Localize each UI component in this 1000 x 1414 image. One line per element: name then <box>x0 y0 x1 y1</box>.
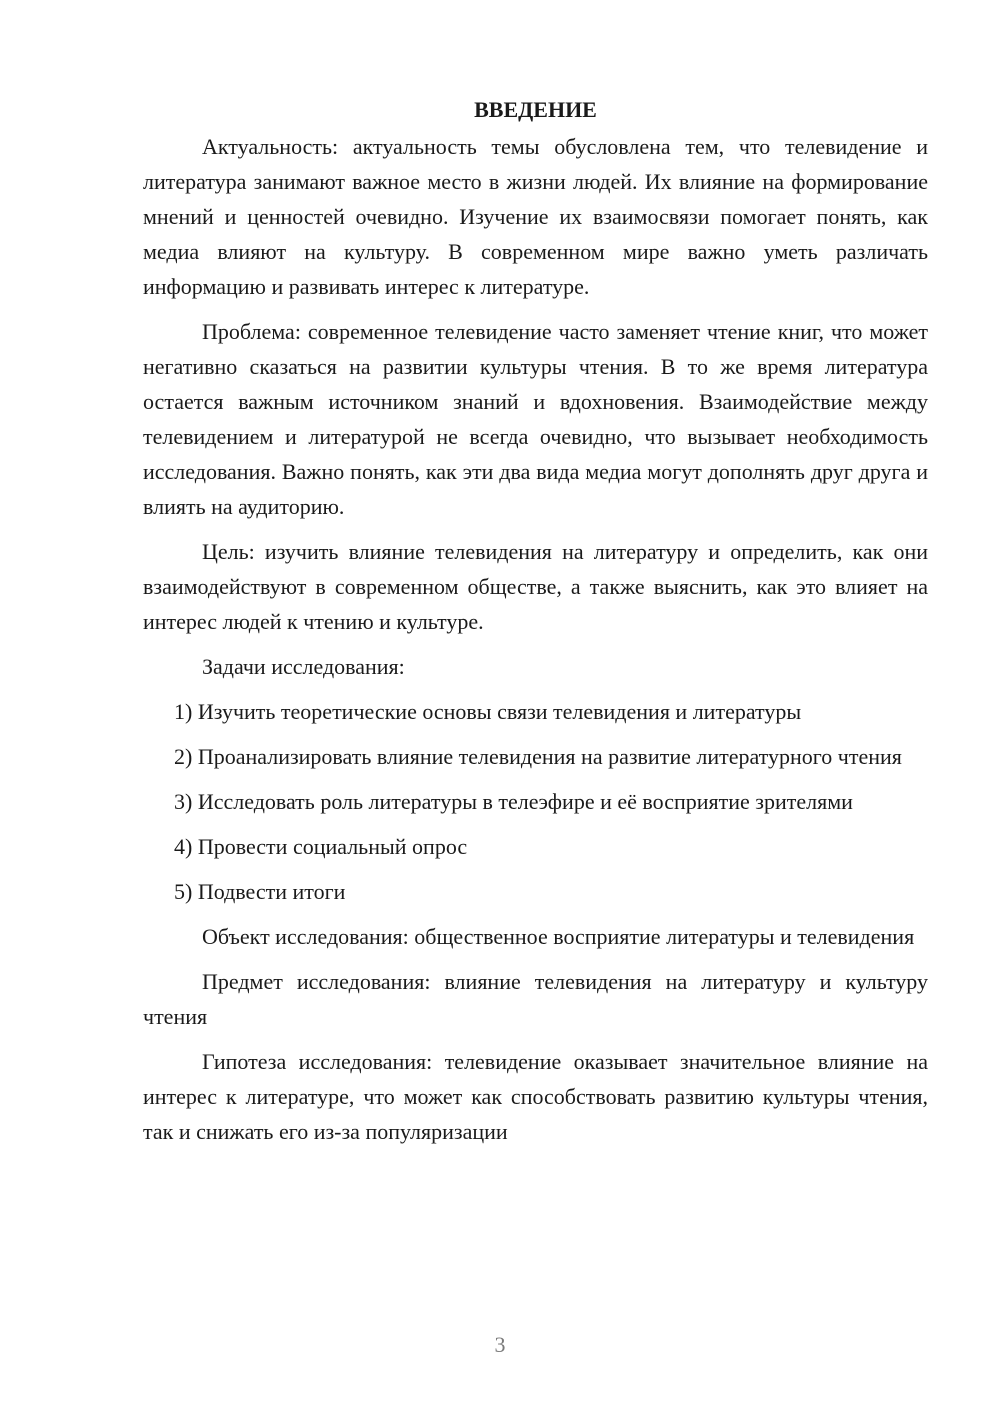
paragraph-subject: Предмет исследования: влияние телевидения на литературу и культуру чтения <box>143 969 928 1029</box>
paragraph-goal: Цель: изучить влияние телевидения на литературу и определить, как они взаимодействуют в современном обществе, а также выяснить, как это влияет на интерес людей к чтению и культуре. <box>143 539 928 634</box>
page-number: 3 <box>494 1332 506 1357</box>
tasks-heading: Задачи исследования: <box>202 654 405 679</box>
paragraph-object: Объект исследования: общественное восприятие литературы и телевидения <box>202 924 915 949</box>
paragraph-hypothesis: Гипотеза исследования: телевидение оказывает значительное влияние на интерес к литературе, что может как способствовать развитию культуры чтения, так и снижать его из-за популяризации <box>143 1049 928 1144</box>
task-item-5: 5) Подвести итоги <box>174 879 346 904</box>
task-item-4: 4) Провести социальный опрос <box>174 834 468 859</box>
task-item-3: 3) Исследовать роль литературы в телеэфире и её восприятие зрителями <box>174 789 853 814</box>
document-page <box>143 92 928 1149</box>
paragraph-relevance: Актуальность: актуальность темы обусловлена тем, что телевидение и литература занимают важное место в жизни людей. Их влияние на формирование мнений и ценностей очевидно. Изучение их взаимосвязи помогает понять, как медиа влияют на культуру. В современном мире важно уметь различать информацию и развивать интерес к литературе. <box>143 134 928 299</box>
paragraph-problem: Проблема: современное телевидение часто заменяет чтение книг, что может негативно сказаться на развитии культуры чтения. В то же время литература остается важным источником знаний и вдохновения. Взаимодействие между телевидением и литературой не всегда очевидно, что вызывает необходимость исследования. Важно понять, как эти два вида медиа могут дополнять друг друга и влиять на аудиторию. <box>143 319 928 519</box>
section-title: ВВЕДЕНИЕ <box>474 97 597 122</box>
task-item-1: 1) Изучить теоретические основы связи телевидения и литературы <box>174 699 802 724</box>
task-item-2: 2) Проанализировать влияние телевидения на развитие литературного чтения <box>174 744 902 769</box>
